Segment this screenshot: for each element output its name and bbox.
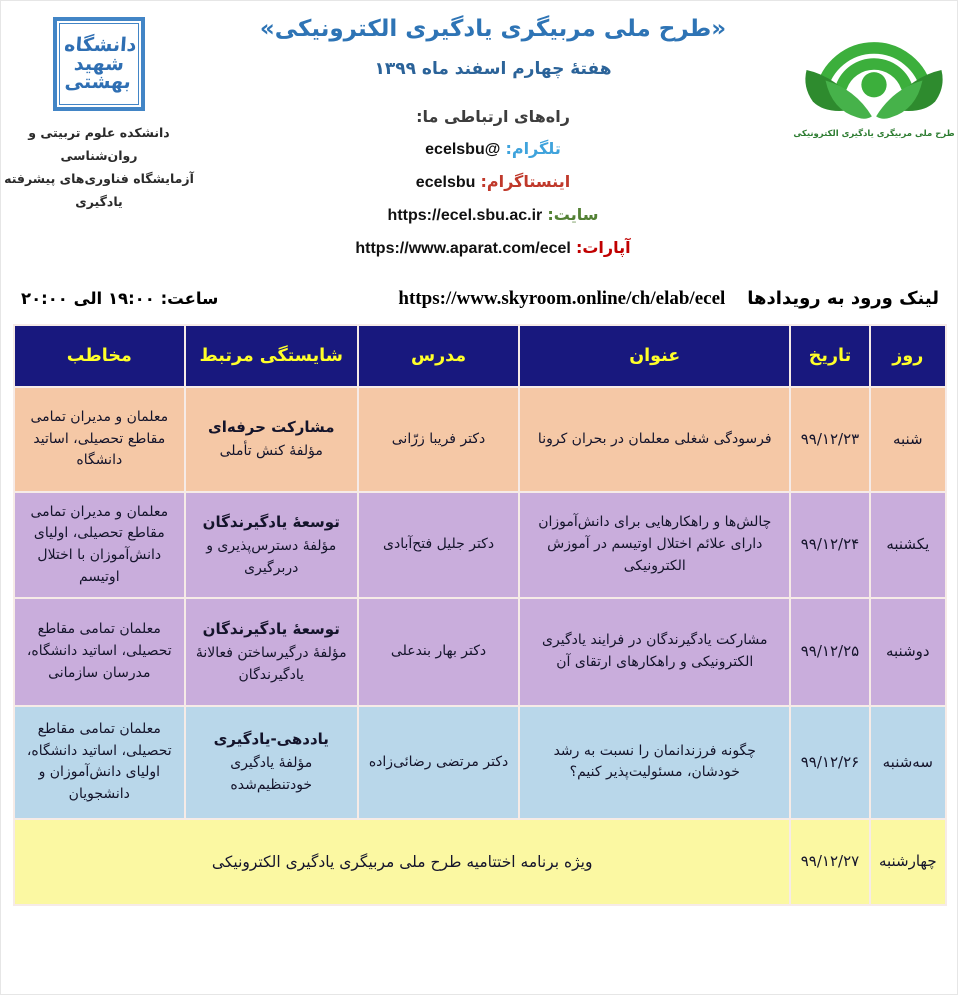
header-center [197, 9, 789, 258]
sbu-university-logo [53, 17, 145, 111]
instructor-cell: دکتر جلیل فتح‌آبادی [358, 492, 519, 598]
col-header-day: روز [870, 325, 946, 387]
table-row-wednesday [14, 819, 946, 905]
site-url[interactable]: https://ecel.sbu.ac.ir [387, 206, 543, 224]
audience-cell: معلمان و مدیران تمامی مقاطع تحصیلی، اولیای دانش‌آموزان با اختلال اوتیسم [14, 492, 185, 598]
date-cell: ۹۹/۱۲/۲۶ [790, 706, 869, 819]
col-header-instructor: مدرس [358, 325, 519, 387]
title-cell: مشارکت یادگیرندگان در فرایند یادگیری الکترونیکی و راهکارهای ارتقای آن [519, 598, 790, 706]
audience-cell: معلمان تمامی مقاطع تحصیلی، اساتید دانشگاه، مدرسان سازمانی [14, 598, 185, 706]
competency-sub: مؤلفهٔ کنش تأملی [219, 443, 323, 460]
schedule-table [13, 324, 947, 906]
title-cell: چگونه فرزندانمان را نسبت به رشد خودشان، مسئولیت‌پذیر کنیم؟ [519, 706, 790, 819]
logo-word-2: شهید [73, 52, 125, 75]
skyroom-link[interactable]: https://www.skyroom.online/ch/elab/ecel [398, 287, 726, 309]
table-header-row [14, 325, 946, 387]
competency-cell [185, 598, 358, 706]
instructor-cell: دکتر مرتضی رضائی‌زاده [358, 706, 519, 819]
col-header-date: تاریخ [790, 325, 869, 387]
date-cell: ۹۹/۱۲/۲۵ [790, 598, 869, 706]
col-header-title: عنوان [519, 325, 790, 387]
sbu-logo-calligraphy [61, 36, 137, 92]
event-link-label: لینک ورود به رویدادها [747, 288, 939, 310]
program-logo-block [789, 9, 958, 139]
audience-cell: معلمان و مدیران تمامی مقاطع تحصیلی، اساتید دانشگاه [14, 387, 185, 492]
competency-title: توسعهٔ یادگیرندگان [202, 512, 340, 531]
contact-line-telegram [197, 139, 789, 159]
competency-sub: مؤلفهٔ یادگیری خودتنظیم‌شده [230, 755, 313, 794]
day-cell: یکشنبه [870, 492, 946, 598]
competency-cell [185, 706, 358, 819]
date-cell: ۹۹/۱۲/۲۷ [790, 819, 869, 905]
competency-title: مشارکت حرفه‌ای [207, 417, 335, 436]
competency-sub: مؤلفهٔ درگیرساختن فعالانهٔ یادگیرندگان [195, 644, 347, 683]
title-cell: چالش‌ها و راهکارهایی برای دانش‌آموزان دارای علائم اختلال اوتیسم در آموزش الکترونیکی [519, 492, 790, 598]
date-cell: ۹۹/۱۲/۲۴ [790, 492, 869, 598]
contact-section [197, 107, 789, 258]
instructor-cell: دکتر بهار بندعلی [358, 598, 519, 706]
program-logo-caption: طرح ملی مربیگری یادگیری الکترونیکی [793, 129, 955, 139]
contact-line-site [197, 205, 789, 225]
audience-cell: معلمان تمامی مقاطع تحصیلی، اساتید دانشگاه، اولیای دانش‌آموزان و دانشجویان [14, 706, 185, 819]
contact-line-aparat [197, 238, 789, 258]
competency-sub: مؤلفهٔ دسترس‌پذیری و دربرگیری [206, 537, 337, 576]
faculty-name: دانشکده علوم تربیتی و روان‌شناسی [28, 125, 170, 164]
day-cell: سه‌شنبه [870, 706, 946, 819]
instructor-cell: دکتر فریبا زرّانی [358, 387, 519, 492]
poster-page [1, 1, 958, 996]
col-header-competency: شایستگی مرتبط [185, 325, 358, 387]
telegram-handle[interactable]: @ecelsbu [425, 140, 501, 158]
table-row-saturday [14, 387, 946, 492]
page-title: «طرح ملی مربیگری یادگیری الکترونیکی» [259, 16, 727, 42]
closing-ceremony-cell: ویژه برنامه اختتامیه طرح ملی مربیگری یادگیری الکترونیکی [14, 819, 790, 905]
competency-title: یاددهی-یادگیری [213, 730, 329, 749]
competency-cell [185, 492, 358, 598]
university-block [1, 9, 197, 214]
header [1, 1, 958, 258]
competency-cell [185, 387, 358, 492]
col-header-audience: مخاطب [14, 325, 185, 387]
event-time: ساعت: ۱۹:۰۰ الی ۲۰:۰۰ [21, 289, 219, 309]
day-cell: شنبه [870, 387, 946, 492]
site-label: سایت: [547, 204, 599, 224]
page-subtitle: هفتهٔ چهارم اسفند ماه ۱۳۹۹ [374, 58, 612, 79]
instagram-handle[interactable]: ecelsbu [415, 173, 476, 191]
event-entry-line [1, 284, 958, 314]
title-cell: فرسودگی شغلی معلمان در بحران کرونا [519, 387, 790, 492]
aparat-label: آپارات: [575, 237, 631, 257]
telegram-label: تلگرام: [505, 138, 561, 158]
instagram-label: اینستاگرام: [480, 171, 571, 191]
table-row-tuesday [14, 706, 946, 819]
lab-name: آزمایشگاه فناوری‌های پیشرفته یادگیری [4, 171, 194, 210]
aparat-url[interactable]: https://www.aparat.com/ecel [355, 239, 571, 257]
contact-heading: راه‌های ارتباطی ما: [416, 106, 570, 126]
day-cell: چهارشنبه [870, 819, 946, 905]
table-row-monday [14, 598, 946, 706]
day-cell: دوشنبه [870, 598, 946, 706]
date-cell: ۹۹/۱۲/۲۳ [790, 387, 869, 492]
logo-word-3: بهشتی [63, 71, 132, 94]
elearning-coaching-logo [799, 11, 949, 129]
table-row-sunday [14, 492, 946, 598]
competency-title: توسعهٔ یادگیرندگان [202, 619, 340, 638]
university-caption [1, 121, 197, 214]
contact-line-instagram [197, 172, 789, 192]
logo-word-1: دانشگاه [63, 34, 138, 57]
